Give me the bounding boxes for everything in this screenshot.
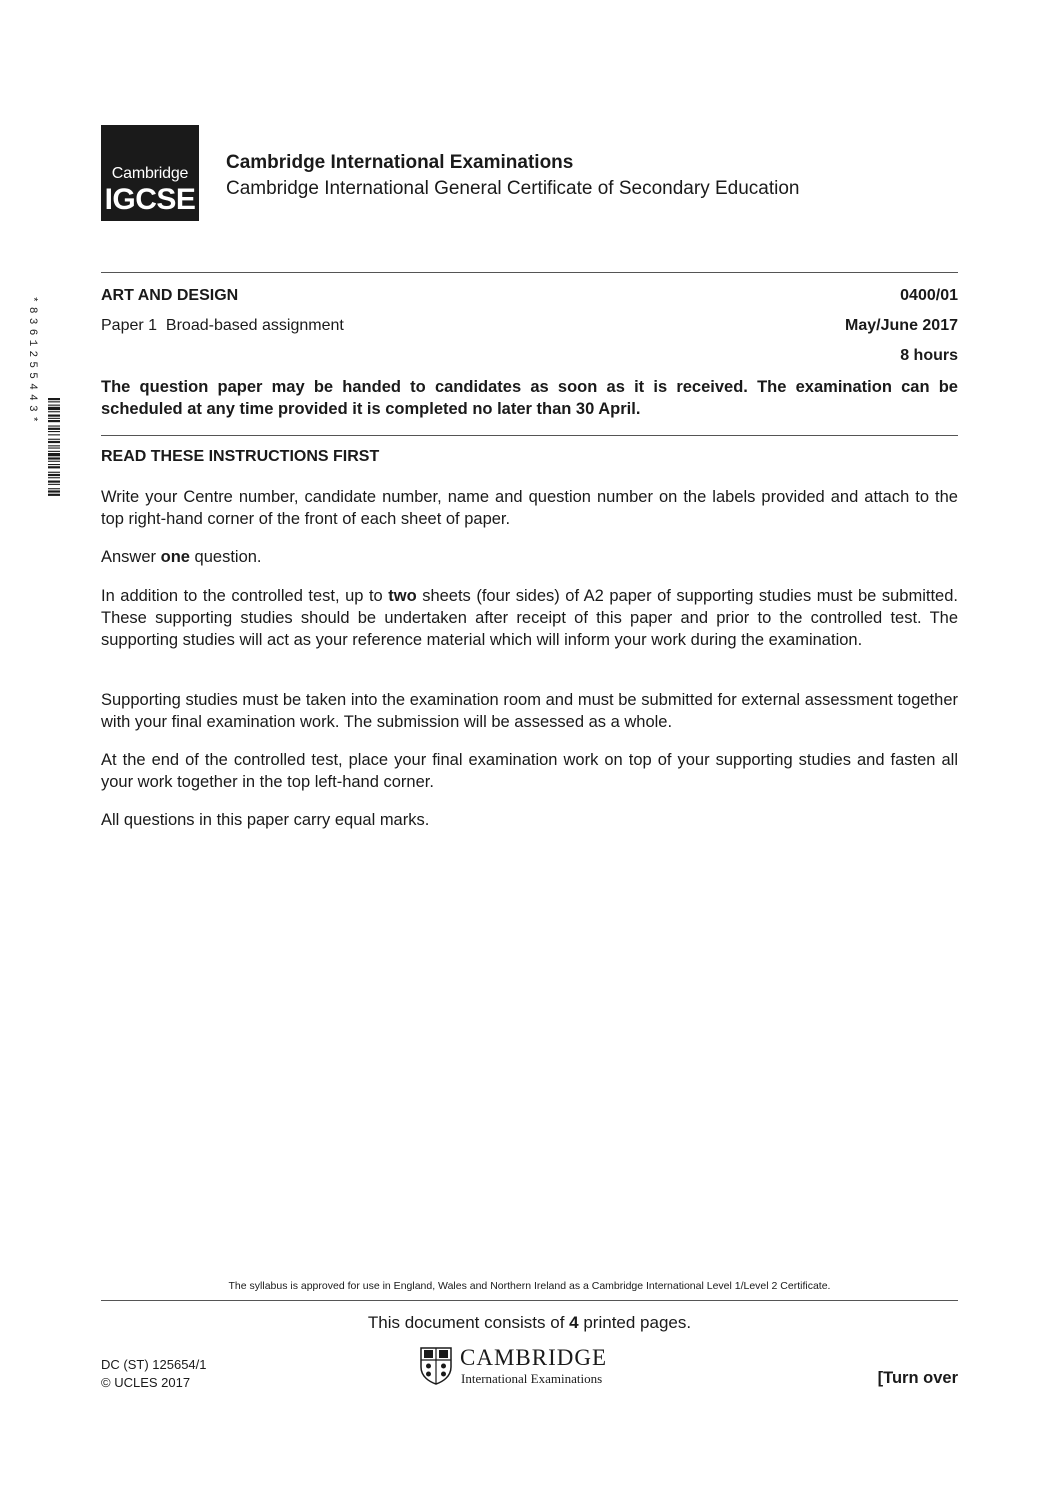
turn-over-label: [Turn over — [877, 1369, 958, 1387]
barcode-bar — [48, 472, 60, 473]
qualification-title: Cambridge International General Certificate of Secondary Education — [226, 178, 800, 199]
barcode-bar — [48, 466, 60, 468]
barcode-bar — [48, 420, 60, 422]
instruction-answer-pre: Answer — [101, 548, 161, 566]
paper-name: Paper 1 Broad-based assignment — [101, 317, 344, 334]
instruction-answer — [101, 546, 958, 568]
barcode-bar — [48, 439, 60, 440]
cambridge-wordmark: CAMBRIDGE — [460, 1345, 608, 1370]
barcode-bar — [48, 398, 60, 400]
header-divider — [101, 272, 958, 273]
logo-line2: IGCSE — [104, 183, 196, 216]
instruction-supporting-pre: In addition to the controlled test, up to — [101, 587, 389, 605]
organisation-title: Cambridge International Examinations — [226, 152, 574, 173]
page-count-note — [101, 1313, 958, 1333]
instruction-supporting-post: sheets (four sides) of A2 paper of supporting studies must be submitted. These supporting studies should be undertaken after receipt of this paper and prior to the controlled test. The supporting studies will act as your reference material which will inform your work during the examination. — [101, 587, 958, 649]
barcode-bar — [48, 445, 60, 446]
page-count-post: printed pages. — [578, 1313, 692, 1332]
instruction-answer-post: question. — [189, 548, 262, 566]
candidate-barcode — [26, 296, 61, 596]
barcode-bar — [48, 457, 60, 459]
barcode-bar — [48, 481, 60, 483]
instruction-answer-bold: one — [160, 548, 190, 566]
instruction-supporting-studies — [101, 585, 958, 651]
notice-divider — [101, 435, 958, 436]
barcode-bar — [48, 426, 60, 427]
instruction-supporting-bold: two — [388, 587, 417, 605]
exam-duration: 8 hours — [900, 347, 958, 364]
barcode-bar — [48, 431, 60, 432]
barcode-bar — [48, 411, 60, 412]
barcode-bar — [48, 415, 60, 417]
exam-session: May/June 2017 — [845, 317, 958, 334]
cambridge-igcse-logo — [101, 125, 199, 221]
barcode-bar — [48, 428, 60, 430]
barcode-bar — [48, 453, 60, 456]
cambridge-wordmark-sub: International Examinations — [461, 1371, 603, 1386]
barcode-bar — [48, 418, 60, 419]
syllabus-note: The syllabus is approved for use in England, Wales and Northern Ireland as a Cambridge International Level 1/Level 2 Certificate. — [228, 1280, 831, 1292]
subject-title: ART AND DESIGN — [101, 287, 239, 304]
barcode-bar — [48, 474, 60, 476]
barcode-bar — [48, 441, 60, 443]
cambridge-crest-icon — [420, 1347, 452, 1385]
barcode-bar — [48, 407, 60, 410]
barcode-bar — [48, 405, 60, 406]
copyright-notice: © UCLES 2017 — [101, 1375, 191, 1390]
instructions-heading: READ THESE INSTRUCTIONS FIRST — [101, 448, 380, 465]
barcode-text: *8361255443* — [26, 296, 38, 427]
barcode-bar — [48, 484, 60, 485]
instruction-fasten: At the end of the controlled test, place your final examination work on top of your supporting studies and fasten all your work together in the top left-hand corner. — [101, 751, 958, 791]
barcode-bar — [48, 448, 60, 449]
barcode-bar — [48, 434, 60, 435]
barcode-bar — [48, 451, 60, 452]
instruction-equal-marks: All questions in this paper carry equal marks. — [101, 811, 430, 829]
barcode-bar — [48, 488, 60, 489]
page-count-pre: This document consists of — [367, 1313, 570, 1332]
footer-divider — [101, 1300, 958, 1301]
instruction-labels: Write your Centre number, candidate number, name and question number on the labels provided and attach to the top right-hand corner of the front of each sheet of paper. — [101, 488, 958, 528]
barcode-bar — [48, 401, 60, 402]
document-reference: DC (ST) 125654/1 — [101, 1357, 207, 1372]
barcode-bar — [48, 490, 60, 492]
barcode-bar — [48, 464, 60, 465]
page-count-bold: 4 — [569, 1313, 579, 1332]
distribution-notice: The question paper may be handed to candidates as soon as it is received. The examination can be scheduled at any time provided it is completed no later than 30 April. — [101, 378, 958, 418]
barcode-bar — [48, 494, 60, 496]
paper-code: 0400/01 — [900, 287, 958, 304]
barcode-bar — [48, 461, 60, 462]
barcode-bar — [48, 477, 60, 478]
logo-line1: Cambridge — [111, 165, 189, 182]
instruction-submission: Supporting studies must be taken into the examination room and must be submitted for external assessment together with your final examination work. The submission will be assessed as a whole. — [101, 691, 958, 731]
